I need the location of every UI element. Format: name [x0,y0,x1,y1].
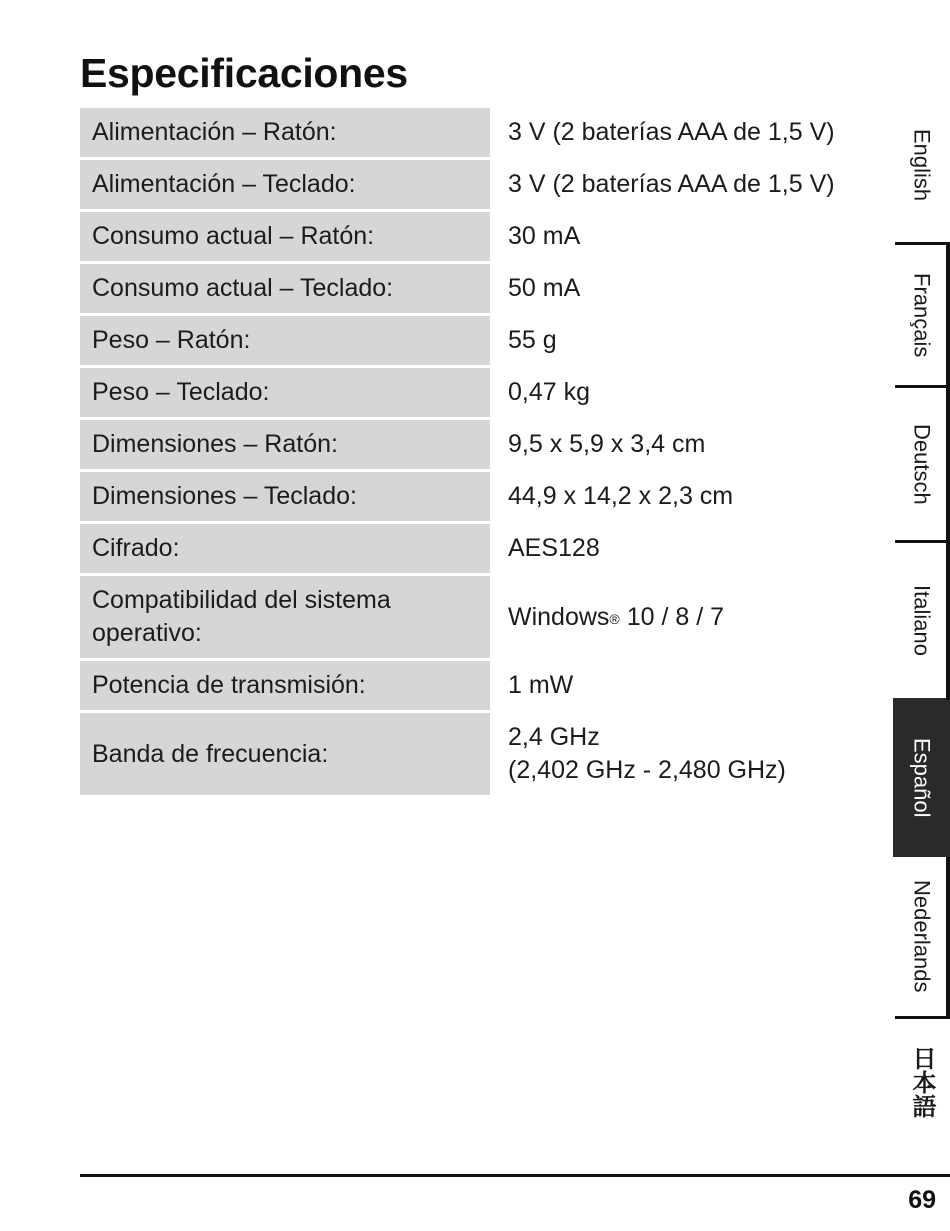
tab-divider [895,242,947,245]
tab-italiano[interactable] [893,543,950,698]
spec-row [80,420,870,469]
registered-mark: ® [609,610,620,627]
spec-label: Compatibilidad del sistema operativo: [80,576,490,658]
spec-value [490,713,870,795]
spec-value-line [508,601,870,634]
spec-value [490,420,870,469]
spec-row [80,212,870,261]
tab-label: Español [909,737,935,818]
spec-label: Alimentación – Ratón: [80,108,490,157]
spec-label: Dimensiones – Teclado: [80,472,490,521]
spec-value-line: AES128 [508,534,600,562]
tab-espanol[interactable] [893,698,950,857]
tab-label: Deutsch [909,423,935,505]
spec-value [490,108,870,157]
spec-row [80,524,870,573]
footer-rule [80,1174,950,1177]
spec-label: Banda de frecuencia: [80,713,490,795]
spec-value-line: 2,4 GHz [508,723,600,751]
tab-english[interactable] [893,90,950,240]
tab-label: Français [909,272,935,358]
specifications-table [80,108,870,798]
tab-japanese[interactable] [893,1022,950,1142]
tab-divider [895,1016,947,1019]
tab-edge-line [946,242,950,700]
spec-value [490,368,870,417]
spec-value-line: 30 mA [508,222,581,250]
page-number: 69 [908,1186,936,1214]
spec-label: Dimensiones – Ratón: [80,420,490,469]
language-tabs [893,0,950,993]
spec-row [80,316,870,365]
spec-value-line: 55 g [508,326,557,354]
spec-value [490,160,870,209]
tab-label: English [909,128,935,202]
spec-value-line: 3 V (2 baterías AAA de 1,5 V) [508,170,835,198]
tab-francais[interactable] [893,245,950,385]
spec-row [80,661,870,710]
tab-divider [895,385,947,388]
tab-label: Nederlands [909,880,935,993]
tab-edge-line [946,857,950,1019]
spec-label: Alimentación – Teclado: [80,160,490,209]
spec-row [80,264,870,313]
os-versions: 10 / 8 / 7 [619,602,724,631]
spec-value-line: 44,9 x 14,2 x 2,3 cm [508,482,734,510]
spec-value-line: 3 V (2 baterías AAA de 1,5 V) [508,118,835,146]
spec-row [80,576,870,658]
spec-value [490,661,870,710]
spec-value-line: (2,402 GHz - 2,480 GHz) [508,756,786,784]
tab-label: Italiano [909,585,935,656]
spec-row [80,160,870,209]
spec-value [490,472,870,521]
page-title: Especificaciones [80,50,408,96]
spec-value [490,524,870,573]
spec-value [490,576,870,658]
spec-label: Consumo actual – Teclado: [80,264,490,313]
spec-value-line: 50 mA [508,274,581,302]
spec-value [490,316,870,365]
tab-label: 日本語 [908,1046,935,1118]
tab-divider [895,540,947,543]
tab-deutsch[interactable] [893,388,950,540]
spec-label: Potencia de transmisión: [80,661,490,710]
spec-label: Peso – Ratón: [80,316,490,365]
os-name: Windows [508,602,610,631]
spec-label: Cifrado: [80,524,490,573]
spec-value-line: 1 mW [508,671,574,699]
spec-value [490,264,870,313]
spec-value-line: 9,5 x 5,9 x 3,4 cm [508,430,706,458]
tab-nederlands[interactable] [893,857,950,1016]
spec-label: Consumo actual – Ratón: [80,212,490,261]
spec-row [80,108,870,157]
spec-value [490,212,870,261]
spec-row [80,713,870,795]
spec-value-line: 0,47 kg [508,378,591,406]
spec-row [80,472,870,521]
spec-label: Peso – Teclado: [80,368,490,417]
spec-row [80,368,870,417]
